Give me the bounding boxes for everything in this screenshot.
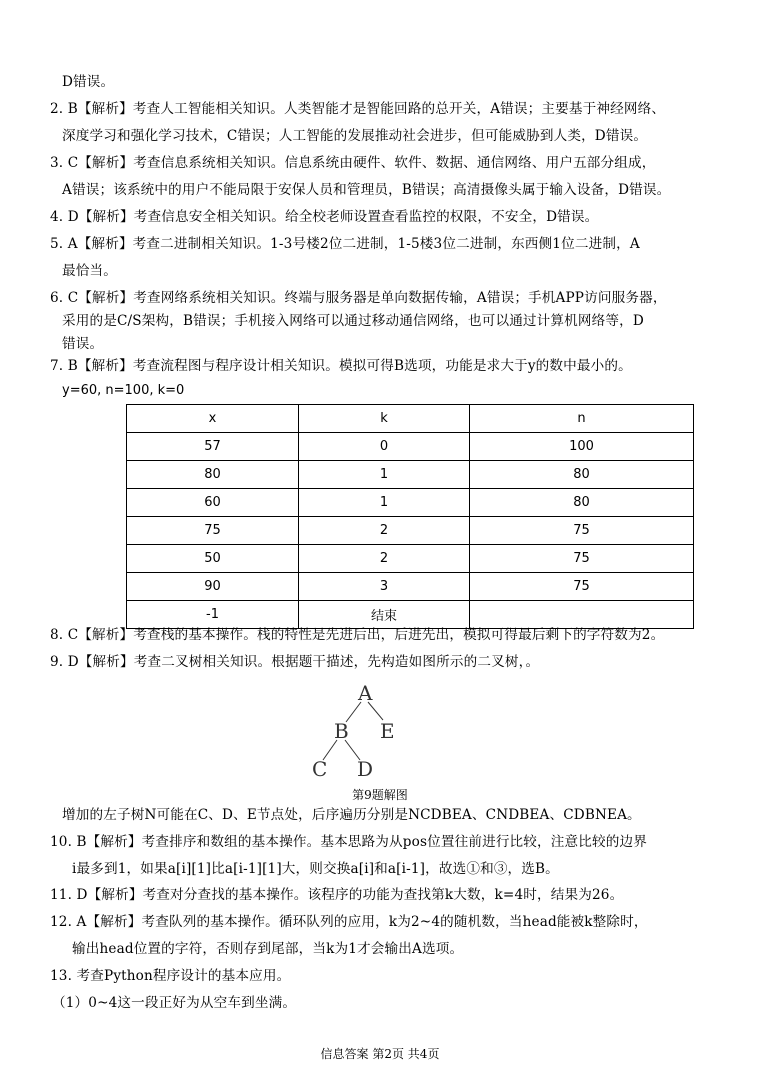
cell-n: 100 [470, 433, 694, 461]
binary-tree-diagram [300, 682, 420, 782]
page-footer: 信息答案 第2页 共4页 [320, 1047, 440, 1061]
tree-node-d: D [357, 757, 374, 781]
answer-6-line-3: 错误。 [62, 336, 104, 352]
answer-2-line-1: 2. B【解析】考查人工智能相关知识。人类智能才是智能回路的总开关，A错误；主要基于神经网络、 [50, 101, 666, 117]
answer-5-line-1: 5. A【解析】考查二进制相关知识。1-3号楼2位二进制，1-5楼3位二进制，东西侧1位二进制，A [50, 236, 640, 252]
answer-12-line-2: 输出head位置的字符，否则存到尾部，当k为1才会输出A选项。 [72, 941, 464, 957]
cell-n: 75 [470, 573, 694, 601]
cell-k: 1 [299, 461, 470, 489]
table-row [127, 545, 694, 573]
cell-x: 90 [127, 573, 299, 601]
cell-x: 50 [127, 545, 299, 573]
cell-k: 结束 [299, 601, 470, 629]
tree-node-e: E [380, 719, 395, 743]
answer-3-line-1: 3. C【解析】考查信息系统相关知识。信息系统由硬件、软件、数据、通信网络、用户五部分组成， [50, 155, 656, 171]
answer-12-line-1: 12. A【解析】考查队列的基本操作。循环队列的应用，k为2~4的随机数，当head能被k整除时， [50, 914, 648, 930]
answer-13-line: 13. 考查Python程序设计的基本应用。 [50, 968, 291, 984]
answer-5-line-2: 最恰当。 [62, 263, 117, 279]
cell-x: 57 [127, 433, 299, 461]
answer-10-line-2: i最多到1，如果a[i][1]比a[i-1][1]大，则交换a[i]和a[i-1]，故选①和③，选B。 [72, 861, 559, 877]
header-k: k [299, 405, 470, 433]
tree-node-a: A [358, 682, 373, 705]
answer-2-line-2: 深度学习和强化学习技术，C错误；人工智能的发展推动社会进步，但可能威胁到人类，D错误。 [62, 128, 648, 144]
figure-caption: 第9题解图 [352, 788, 408, 802]
cell-n: 75 [470, 517, 694, 545]
cell-k: 1 [299, 489, 470, 517]
tree-node-c: C [312, 757, 328, 781]
trace-table [126, 404, 694, 629]
table-header-row [127, 405, 694, 433]
cell-n: 75 [470, 545, 694, 573]
tree-node-b: B [334, 719, 349, 743]
cell-k: 2 [299, 545, 470, 573]
answer-13-part-1: （1）0~4这一段正好为从空车到坐满。 [52, 995, 297, 1011]
initial-variables: y=60, n=100, k=0 [62, 383, 185, 398]
cell-k: 3 [299, 573, 470, 601]
text-line: D错误。 [62, 74, 115, 90]
cell-x: 75 [127, 517, 299, 545]
answer-11-line: 11. D【解析】考查对分查找的基本操作。该程序的功能为查找第k大数，k=4时，结果为26。 [50, 887, 624, 903]
answer-7-line: 7. B【解析】考查流程图与程序设计相关知识。模拟可得B选项，功能是求大于y的数中最小的。 [50, 358, 632, 374]
answer-10-line-1: 10. B【解析】考查排序和数组的基本操作。基本思路为从pos位置往前进行比较，注意比较的边界 [50, 834, 647, 850]
cell-n: 80 [470, 461, 694, 489]
header-x: x [127, 405, 299, 433]
table-row [127, 517, 694, 545]
answer-9-line: 9. D【解析】考查二叉树相关知识。根据题干描述，先构造如图所示的二叉树，。 [50, 654, 540, 670]
table-row [127, 601, 694, 629]
answer-8-line: 8. C【解析】考查栈的基本操作。栈的特性是先进后出，后进先出，模拟可得最后剩下的字符数为2。 [50, 627, 665, 643]
answer-6-line-1: 6. C【解析】考查网络系统相关知识。终端与服务器是单向数据传输，A错误；手机APP访问服务器， [50, 290, 667, 306]
table-row [127, 489, 694, 517]
table-row [127, 433, 694, 461]
cell-k: 0 [299, 433, 470, 461]
answer-4-line: 4. D【解析】考查信息安全相关知识。给全校老师设置查看监控的权限，不安全，D错误。 [50, 209, 599, 225]
answer-9-continuation: 增加的左子树N可能在C、D、E节点处，后序遍历分别是NCDBEA、CNDBEA、CDBNEA。 [62, 807, 641, 823]
cell-k: 2 [299, 517, 470, 545]
cell-x: -1 [127, 601, 299, 629]
cell-n [470, 601, 694, 629]
cell-n: 80 [470, 489, 694, 517]
table-row [127, 573, 694, 601]
cell-x: 80 [127, 461, 299, 489]
table-row [127, 461, 694, 489]
answer-3-line-2: A错误；该系统中的用户不能局限于安保人员和管理员，B错误；高清摄像头属于输入设备，D错误。 [62, 182, 671, 198]
header-n: n [470, 405, 694, 433]
cell-x: 60 [127, 489, 299, 517]
answer-6-line-2: 采用的是C/S架构，B错误；手机接入网络可以通过移动通信网络，也可以通过计算机网络等，D [62, 313, 644, 329]
